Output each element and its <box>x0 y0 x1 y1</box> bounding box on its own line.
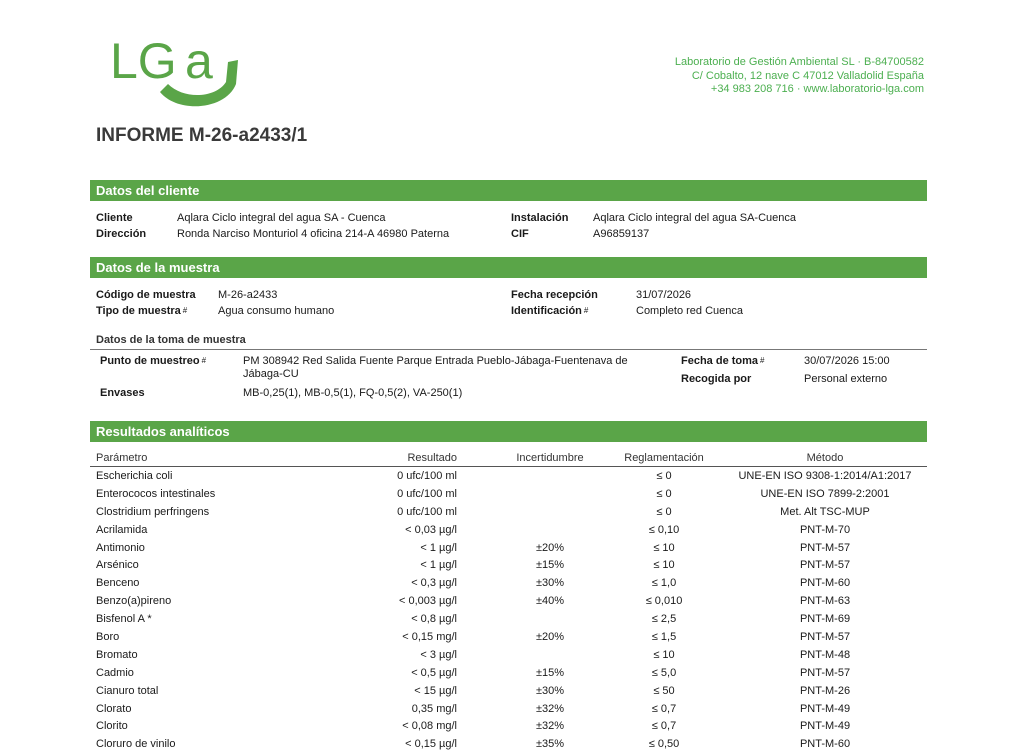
cell-method: PNT-M-69 <box>799 613 851 626</box>
cell-result: < 0,5 µg/l <box>411 666 457 679</box>
header-parametro: Parámetro <box>90 450 325 467</box>
fecha-toma-mark: # <box>760 356 765 365</box>
tipo-label-text: Tipo de muestra <box>96 305 181 317</box>
cell-regulation: ≤ 10 <box>653 559 675 572</box>
recepcion-value: 31/07/2026 <box>636 289 692 301</box>
sampling-divider <box>90 349 927 350</box>
cell-parameter: Clorato <box>96 702 132 715</box>
cell-result: 0,35 mg/l <box>411 702 457 715</box>
instalacion-label: Instalación <box>511 212 569 224</box>
cell-uncertainty: ±20% <box>535 630 565 643</box>
results-section-header: Resultados analíticos <box>90 421 927 442</box>
lga-logo <box>108 26 248 114</box>
codigo-label: Código de muestra <box>96 289 196 301</box>
table-row <box>90 717 927 735</box>
punto-mark: # <box>201 356 207 365</box>
cell-method: PNT-M-70 <box>799 523 851 536</box>
cell-regulation: ≤ 50 <box>653 684 675 697</box>
table-row <box>90 503 927 521</box>
fecha-toma-value: 30/07/2026 15:00 <box>804 355 890 367</box>
results-header-row <box>90 450 927 467</box>
identificacion-label-text: Identificación <box>511 305 582 317</box>
cell-parameter: Acrilamida <box>96 523 148 536</box>
cell-regulation: ≤ 0 <box>656 487 672 500</box>
recogida-value: Personal externo <box>804 373 888 385</box>
cell-parameter: Bromato <box>96 648 138 661</box>
header-reglamentacion: Reglamentación <box>605 450 723 467</box>
cell-parameter: Antimonio <box>96 541 145 554</box>
svg-text:a: a <box>185 33 213 89</box>
table-row <box>90 467 927 485</box>
envases-value: MB-0,25(1), MB-0,5(1), FQ-0,5(2), VA-250(1) <box>243 387 463 399</box>
cell-parameter: Benceno <box>96 577 140 590</box>
cell-result: 0 ufc/100 ml <box>397 505 457 518</box>
cell-result: < 1 µg/l <box>420 559 457 572</box>
table-row <box>90 664 927 682</box>
cif-value: A96859137 <box>593 228 650 240</box>
company-line-1: Laboratorio de Gestión Ambiental SL · B-84700582 <box>674 56 924 68</box>
cell-result: < 0,15 µg/l <box>405 738 457 751</box>
cell-method: PNT-M-48 <box>799 648 851 661</box>
table-row <box>90 700 927 718</box>
direccion-value: Ronda Narciso Monturiol 4 oficina 214-A 46980 Paterna <box>177 228 450 240</box>
cell-result: < 0,8 µg/l <box>411 613 457 626</box>
fecha-toma-label <box>681 353 764 369</box>
cell-uncertainty <box>495 521 605 539</box>
tipo-value: Agua consumo humano <box>218 305 335 317</box>
cliente-value: Aqlara Ciclo integral del agua SA - Cuenca <box>177 212 386 224</box>
sample-details <box>96 287 926 321</box>
table-row <box>90 592 927 610</box>
svg-text:LG: LG <box>110 33 177 89</box>
cell-regulation: ≤ 0 <box>656 469 672 482</box>
cell-result: < 0,3 µg/l <box>411 577 457 590</box>
cell-method: UNE-EN ISO 7899-2:2001 <box>760 487 890 500</box>
cell-method: Met. Alt TSC-MUP <box>780 505 870 518</box>
recogida-label: Recogida por <box>681 373 752 385</box>
cell-method: PNT-M-57 <box>799 559 851 572</box>
tipo-muestra-label <box>96 303 187 319</box>
cell-regulation: ≤ 1,0 <box>651 577 677 590</box>
cell-method: PNT-M-60 <box>799 577 851 590</box>
cell-result: < 0,08 mg/l <box>402 720 457 733</box>
cell-regulation: ≤ 5,0 <box>651 666 677 679</box>
cell-regulation: ≤ 10 <box>653 541 675 554</box>
cell-uncertainty: ±32% <box>535 702 565 715</box>
cell-uncertainty: ±35% <box>535 738 565 751</box>
client-section-header: Datos del cliente <box>90 180 927 201</box>
punto-label-text: Punto de muestreo <box>100 355 200 367</box>
codigo-value: M-26-a2433 <box>218 289 278 301</box>
cell-regulation: ≤ 0 <box>656 505 672 518</box>
table-row <box>90 574 927 592</box>
cell-uncertainty <box>495 503 605 521</box>
punto-value-line-2: Jábaga-CU <box>243 368 299 380</box>
punto-label <box>100 353 206 369</box>
cell-uncertainty <box>495 610 605 628</box>
table-row <box>90 682 927 700</box>
tipo-mark: # <box>182 306 188 315</box>
company-line-3: +34 983 208 716 · www.laboratorio-lga.com <box>710 83 924 95</box>
cell-regulation: ≤ 10 <box>653 648 675 661</box>
cell-parameter: Cianuro total <box>96 684 159 697</box>
cell-uncertainty: ±15% <box>535 559 565 572</box>
company-info <box>675 56 924 97</box>
cell-uncertainty <box>495 646 605 664</box>
cell-result: < 1 µg/l <box>420 541 457 554</box>
cell-method: PNT-M-57 <box>799 666 851 679</box>
cell-uncertainty: ±40% <box>535 595 565 608</box>
fecha-toma-label-text: Fecha de toma <box>681 355 759 367</box>
results-table <box>90 450 927 753</box>
cell-parameter: Enterococos intestinales <box>96 487 216 500</box>
identificacion-label <box>511 303 588 319</box>
cell-result: 0 ufc/100 ml <box>397 487 457 500</box>
table-row <box>90 521 927 539</box>
cell-uncertainty <box>495 467 605 485</box>
cell-uncertainty: ±30% <box>535 577 565 590</box>
cell-result: 0 ufc/100 ml <box>397 469 457 482</box>
cell-parameter: Bisfenol A * <box>96 613 152 626</box>
cell-parameter: Cadmio <box>96 666 134 679</box>
cell-regulation: ≤ 0,010 <box>645 595 683 608</box>
cell-uncertainty: ±30% <box>535 684 565 697</box>
cell-parameter: Escherichia coli <box>96 469 173 482</box>
cell-regulation: ≤ 2,5 <box>651 613 677 626</box>
cell-regulation: ≤ 0,50 <box>648 738 680 751</box>
cell-uncertainty <box>495 485 605 503</box>
table-row <box>90 735 927 753</box>
cell-method: PNT-M-49 <box>799 702 851 715</box>
cell-parameter: Clorito <box>96 720 128 733</box>
sampling-details <box>100 353 926 403</box>
cell-parameter: Benzo(a)pireno <box>96 595 172 608</box>
envases-label: Envases <box>100 387 145 399</box>
cell-parameter: Arsénico <box>96 559 139 572</box>
cell-method: PNT-M-49 <box>799 720 851 733</box>
cell-result: < 0,15 mg/l <box>402 630 457 643</box>
table-row <box>90 556 927 574</box>
cell-regulation: ≤ 1,5 <box>651 630 677 643</box>
cell-uncertainty: ±15% <box>535 666 565 679</box>
cell-parameter: Boro <box>96 630 120 643</box>
cell-regulation: ≤ 0,10 <box>648 523 680 536</box>
identificacion-mark: # <box>583 306 589 315</box>
cell-uncertainty: ±20% <box>535 541 565 554</box>
cif-label: CIF <box>511 228 529 240</box>
cell-result: < 0,03 µg/l <box>405 523 457 536</box>
cell-method: PNT-M-57 <box>799 541 851 554</box>
table-row <box>90 646 927 664</box>
table-row <box>90 628 927 646</box>
cell-parameter: Cloruro de vinilo <box>96 738 176 751</box>
cell-method: PNT-M-63 <box>799 595 851 608</box>
cell-method: UNE-EN ISO 9308-1:2014/A1:2017 <box>738 469 912 482</box>
direccion-label: Dirección <box>96 228 147 240</box>
cliente-label: Cliente <box>96 212 133 224</box>
identificacion-value: Completo red Cuenca <box>636 305 744 317</box>
table-row <box>90 610 927 628</box>
client-details <box>96 210 926 244</box>
cell-method: PNT-M-60 <box>799 738 851 751</box>
table-row <box>90 485 927 503</box>
cell-uncertainty: ±32% <box>535 720 565 733</box>
header-resultado: Resultado <box>325 450 495 467</box>
header-metodo: Método <box>723 450 927 467</box>
recepcion-label: Fecha recepción <box>511 289 598 301</box>
cell-parameter: Clostridium perfringens <box>96 505 210 518</box>
cell-result: < 3 µg/l <box>420 648 457 661</box>
cell-regulation: ≤ 0,7 <box>651 702 677 715</box>
cell-regulation: ≤ 0,7 <box>651 720 677 733</box>
cell-method: PNT-M-57 <box>799 630 851 643</box>
header-incertidumbre: Incertidumbre <box>495 450 605 467</box>
cell-result: < 0,003 µg/l <box>398 595 457 608</box>
report-title: INFORME M-26-a2433/1 <box>96 125 308 146</box>
cell-method: PNT-M-26 <box>799 684 851 697</box>
punto-value-line-1: PM 308942 Red Salida Fuente Parque Entrada Pueblo-Jábaga-Fuentenava de <box>243 355 628 367</box>
cell-result: < 15 µg/l <box>414 684 457 697</box>
table-row <box>90 539 927 557</box>
instalacion-value: Aqlara Ciclo integral del agua SA-Cuenca <box>593 212 797 224</box>
sampling-subheader: Datos de la toma de muestra <box>96 334 246 346</box>
company-line-2: C/ Cobalto, 12 nave C 47012 Valladolid España <box>691 69 924 82</box>
sample-section-header: Datos de la muestra <box>90 257 927 278</box>
